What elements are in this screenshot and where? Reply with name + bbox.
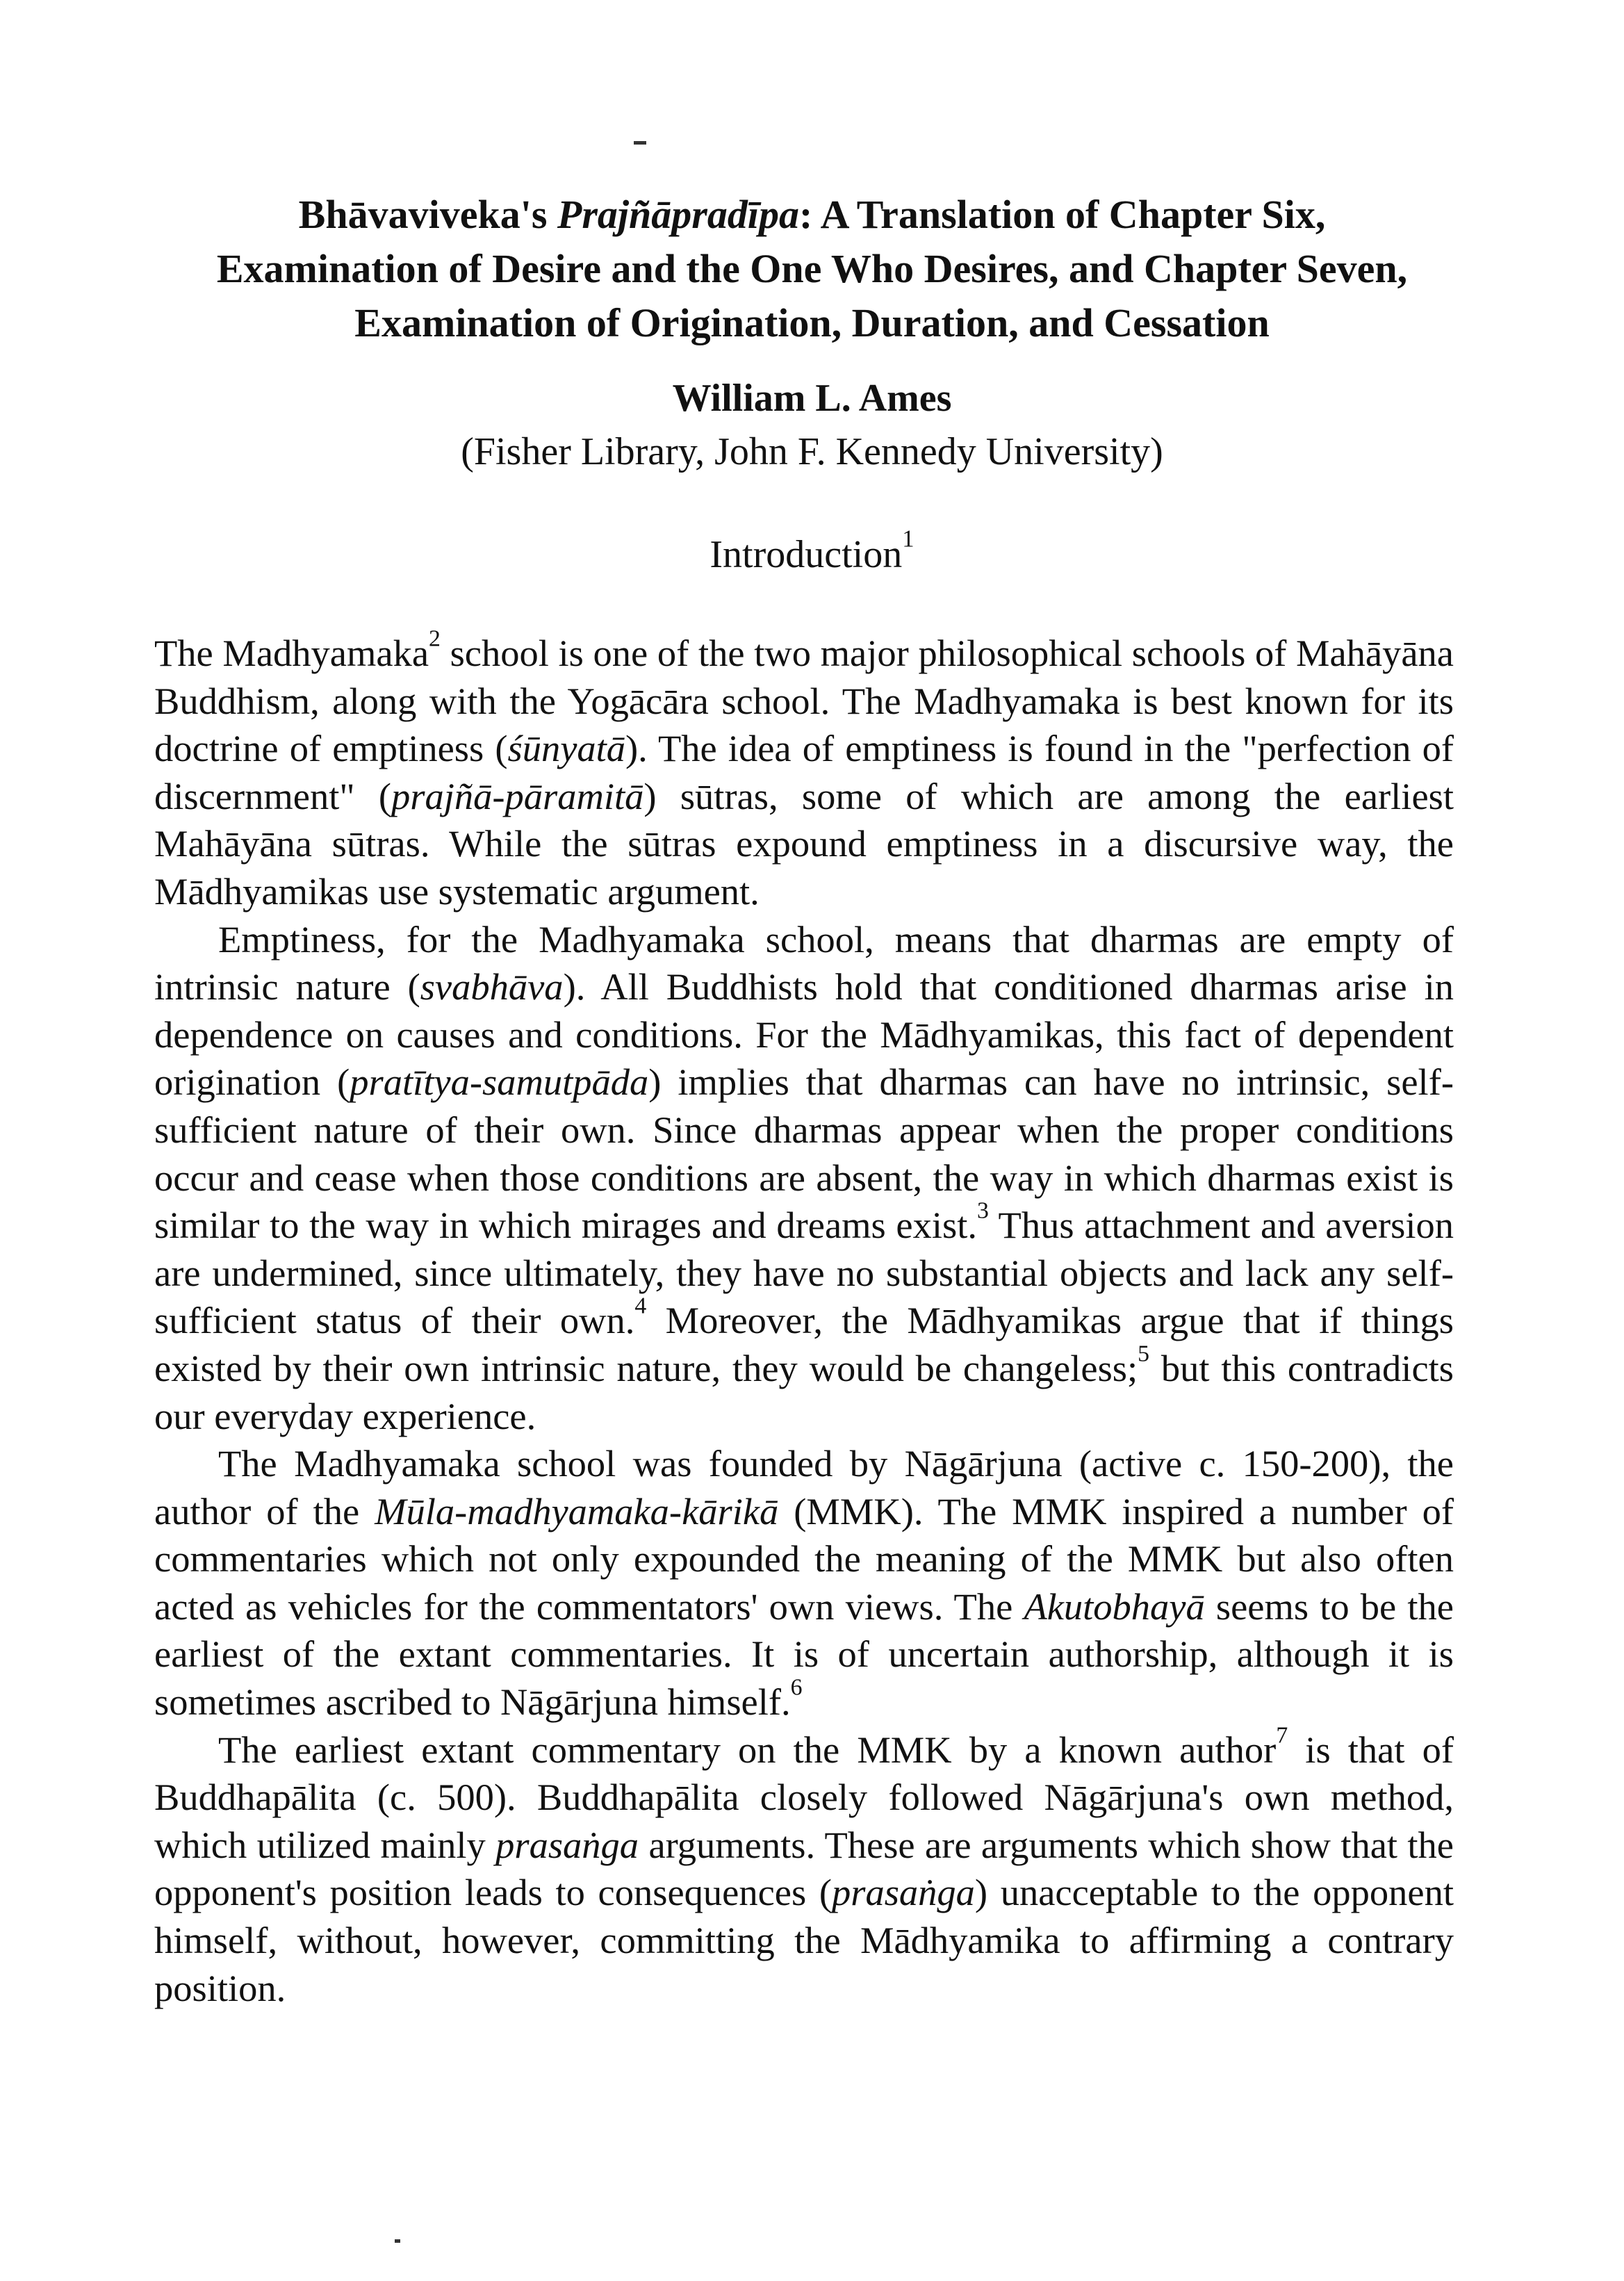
italic-term: Mūla-madhyamaka-kārikā <box>375 1489 779 1532</box>
paragraph-3: The Madhyamaka school was founded by Nāgārjuna (active c. 150-200), the author of the Mūla-madhyamaka-kārikā (MMK). The MMK inspired a number of commentaries which not only expounded the meaning of the MMK but also often acted as vehicles for the commentators' own views. The Akutobhayā seems to be the earliest of the extant commentaries. It is of uncertain authorship, although it is sometimes ascribed to Nāgārjuna himself.$^6$ <box>154 1442 1454 1724</box>
footnote-ref[interactable]: 7 <box>1276 1722 1288 1748</box>
footnote-ref[interactable]: 1 <box>902 525 914 553</box>
footnote-ref[interactable]: 6 <box>790 1674 803 1701</box>
scan-mark-top <box>634 141 646 145</box>
title-line-1: Bhāvaviveka's Prajñāpradīpa: A Translation of Chapter Six, <box>298 192 1326 237</box>
title-line-3: Examination of Origination, Duration, and Cessation <box>354 300 1270 345</box>
italic-term: prasaṅga <box>495 1823 639 1866</box>
scan-mark-bottom <box>395 2239 400 2243</box>
italic-term: Akutobhayā <box>1024 1585 1205 1628</box>
footnote-ref[interactable]: 5 <box>1138 1341 1150 1367</box>
section-heading: Introduction$^1$ <box>710 525 914 576</box>
title-line-2: Examination of Desire and the One Who Desires, and Chapter Seven, <box>216 246 1408 291</box>
footnote-ref[interactable]: 3 <box>976 1197 989 1224</box>
body-text <box>154 626 1454 2012</box>
author-affiliation: (Fisher Library, John F. Kennedy University) <box>461 430 1163 473</box>
paragraph-2: Emptiness, for the Madhyamaka school, means that dharmas are empty of intrinsic nature (svabhāva). All Buddhists hold that conditioned dharmas arise in dependence on causes and conditions. For the Mādhyamikas, this fact of dependent origination (pratītya-samutpāda) implies that dharmas can have no intrinsic, self-sufficient nature of their own. Since dharmas appear when the proper conditions occur and cease when those conditions are absent, the way in which dharmas exist is similar to the way in which mirages and dreams exist.$^3$ Thus attachment and aversion are undermined, since ultimately, they have no substantial objects and lack any self-sufficient status of their own.$^4$ Moreover, the Mādhyamikas argue that if things existed by their own intrinsic nature, they would be changeless;$^5$ but this contradicts our everyday experience. <box>154 917 1454 1437</box>
author-name: William L. Ames <box>672 377 952 420</box>
paragraph-1: The Madhyamaka$^2$ school is one of the two major philosophical schools of Mahāyāna Buddhism, along with the Yogācāra school. The Madhyamaka is best known for its doctrine of emptiness (śūnyatā). The idea of emptiness is found in the "perfection of discernment" (prajñā-pāramitā) sūtras, some of which are among the earliest Mahāyāna sūtras. While the sūtras expound emptiness in a discursive way, the Mādhyamikas use systematic argument. <box>154 626 1454 913</box>
title-work-italic: Prajñāpradīpa <box>557 192 799 237</box>
paragraph-4: The earliest extant commentary on the MMK by a known author$^7$ is that of Buddhapālita (c. 500). Buddhapālita closely followed Nāgārjuna's own method, which utilized mainly prasaṅga arguments. These are arguments which show that the opponent's position leads to consequences (prasaṅga) unacceptable to the opponent himself, without, however, committing the Mādhyamika to affirming a contrary position. <box>154 1722 1454 2009</box>
paper-title <box>104 188 1520 350</box>
footnote-ref[interactable]: 2 <box>429 626 441 652</box>
italic-term: prajñā-pāramitā <box>391 774 644 817</box>
italic-term: pratītya-samutpāda <box>350 1061 649 1104</box>
italic-term: svabhāva <box>420 965 564 1008</box>
italic-term: prasaṅga <box>832 1871 975 1914</box>
italic-term: śūnyatā <box>507 727 626 770</box>
footnote-ref[interactable]: 4 <box>634 1293 647 1319</box>
